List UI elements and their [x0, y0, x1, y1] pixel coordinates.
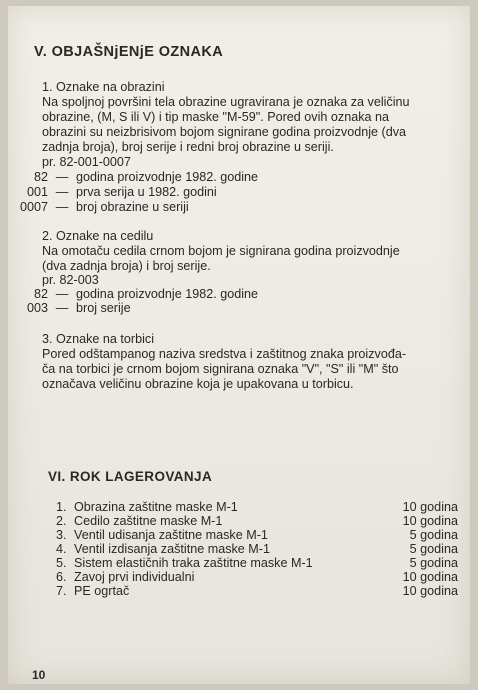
row-label: Cedilo zaštitne maske M-1 [74, 514, 223, 528]
row-label: PE ogrtač [74, 584, 130, 598]
row-duration: 5 godina [409, 542, 458, 556]
row-duration: 5 godina [409, 556, 458, 570]
row-number: 4. [56, 542, 67, 556]
example-text: godina proizvodnje 1982. godine [76, 170, 259, 184]
sub2-line: (dva zadnja broja) i broj serije. [42, 259, 211, 273]
row-number: 1. [56, 500, 67, 514]
example-code: 001 [26, 185, 48, 199]
storage-row [56, 528, 468, 542]
section-5-title: V. OBJAŠNjENjE OZNAKA [34, 44, 224, 60]
example-text: prva serija u 1982. godini [76, 185, 217, 199]
sub3-line: Pored odštampanog naziva sredstva i zaštitnog znaka proizvođa- [42, 347, 407, 361]
row-duration: 10 godina [402, 570, 458, 584]
row-label: Sistem elastičnih traka zaštitne maske M-1 [74, 556, 313, 570]
example-code: 0007 [19, 200, 48, 214]
sub1-example-row: 82 — godina proizvodnje 1982. godine [8, 171, 258, 184]
row-label: Ventil udisanja zaštitne maske M-1 [74, 528, 268, 542]
example-code: 82 [33, 287, 48, 301]
sub1-heading: 1. Oznake na obrazini [42, 80, 165, 94]
row-duration: 5 godina [409, 528, 458, 542]
section-6-title: VI. ROK LAGEROVANJA [48, 469, 213, 484]
sub1-example-row: 0007 — broj obrazine u seriji [8, 201, 189, 214]
sub1-line: zadnja broja), broj serije i redni broj obrazine u seriji. [42, 140, 334, 154]
sub1-line: obrazini su neizbrisivom bojom signirane godina proizvodnje (dva [42, 125, 407, 139]
row-label: Ventil izdisanja zaštitne maske M-1 [74, 542, 270, 556]
sub1-line: obrazine, (M, S ili V) i tip maske "M-59". Pored ovih oznaka na [42, 110, 390, 124]
example-text: godina proizvodnje 1982. godine [76, 287, 259, 301]
storage-row [56, 542, 468, 556]
sub2-line: Na omotaču cedila crnom bojom je signirana godina proizvodnje [42, 244, 400, 258]
sub1-example-label: pr. 82-001-0007 [42, 155, 131, 169]
storage-row [56, 570, 468, 584]
page-number: 10 [32, 668, 46, 682]
row-number: 6. [56, 570, 67, 584]
sub2-heading: 2. Oznake na cedilu [42, 229, 154, 243]
row-duration: 10 godina [402, 584, 458, 598]
sub1-line: Na spoljnoj površini tela obrazine ugravirana je oznaka za veličinu [42, 95, 410, 109]
example-text: broj obrazine u seriji [76, 200, 189, 214]
row-label: Obrazina zaštitne maske M-1 [74, 500, 238, 514]
sub3-line: ča na torbici je crnom bojom signirana oznaka "V", "S" ili "M" što [42, 362, 399, 376]
storage-row [56, 584, 468, 598]
row-number: 3. [56, 528, 67, 542]
document-page [8, 6, 470, 684]
sub2-example-label: pr. 82-003 [42, 273, 99, 287]
storage-row [56, 514, 468, 528]
storage-row [56, 556, 468, 570]
example-code: 003 [26, 301, 48, 315]
sub3-heading: 3. Oznake na torbici [42, 332, 155, 346]
row-number: 2. [56, 514, 67, 528]
sub3-line: označava veličinu obrazine koja je upakovana u torbicu. [42, 377, 354, 391]
storage-row [56, 500, 468, 514]
sub2-example-row: 82 — godina proizvodnje 1982. godine [8, 288, 258, 301]
example-code: 82 [33, 170, 48, 184]
row-label: Zavoj prvi individualni [74, 570, 195, 584]
sub1-example-row: 001 — prva serija u 1982. godini [8, 186, 217, 199]
sub2-example-row: 003 — broj serije [8, 302, 131, 315]
row-duration: 10 godina [402, 500, 458, 514]
example-text: broj serije [76, 301, 131, 315]
row-duration: 10 godina [402, 514, 458, 528]
row-number: 5. [56, 556, 67, 570]
row-number: 7. [56, 584, 67, 598]
